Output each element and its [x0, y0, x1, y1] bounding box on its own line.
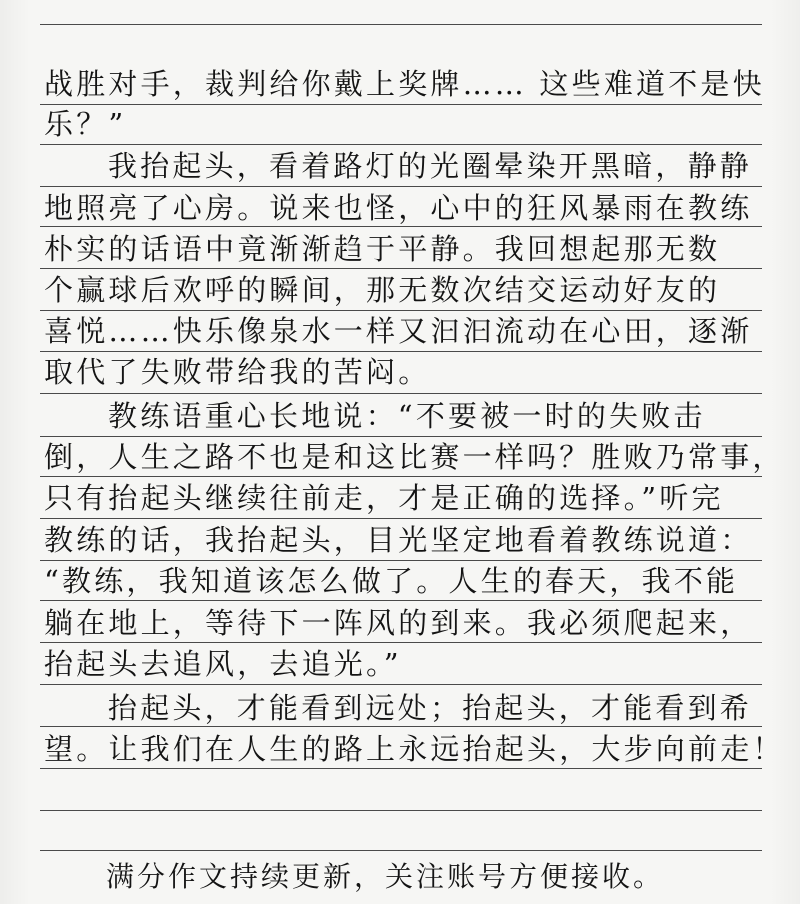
essay-line: 乐？”: [44, 107, 127, 141]
ruled-line: [40, 476, 762, 477]
ruled-line: [40, 600, 762, 601]
ruled-line: [40, 24, 762, 25]
footer-note: 满分作文持续更新，关注账号方便接收。: [106, 860, 665, 893]
essay-line: 地照亮了心房。说来也怪，心中的狂风暴雨在教练: [44, 191, 753, 225]
ruled-line: [40, 393, 762, 394]
ruled-line: [40, 436, 762, 437]
ruled-line: [40, 104, 762, 105]
essay-line: 喜悦……快乐像泉水一样又汩汩流动在心田，逐渐: [44, 314, 753, 348]
essay-line: 朴实的话语中竟渐渐趋于平静。我回想起那无数: [44, 232, 721, 266]
ruled-line: [40, 850, 762, 851]
ruled-line: [40, 310, 762, 311]
ruled-line: [40, 351, 762, 352]
ruled-line: [40, 810, 762, 811]
ruled-line: [40, 226, 762, 227]
essay-line: 教练的话，我抬起头，目光坚定地看着教练说道：: [44, 523, 753, 557]
ruled-line: [40, 518, 762, 519]
essay-line: 只有抬起头继续往前走，才是正确的选择。”听完: [44, 481, 724, 515]
essay-line: 取代了失败带给我的苦闷。: [44, 355, 431, 389]
essay-line: 抬起头去追风，去追光。”: [44, 647, 402, 681]
essay-line: 个赢球后欢呼的瞬间，那无数次结交运动好友的: [44, 273, 721, 307]
essay-line: 战胜对手，裁判给你戴上奖牌…… 这些难道不是快: [44, 67, 765, 101]
ruled-line: [40, 144, 762, 145]
ruled-line: [40, 642, 762, 643]
ruled-line: [40, 560, 762, 561]
ruled-line: [40, 726, 762, 727]
ruled-line: [40, 268, 762, 269]
ruled-line: [40, 768, 762, 769]
essay-line: 教练语重心长地说：“不要被一时的失败击: [108, 399, 706, 433]
essay-line: “教练，我知道该怎么做了。人生的春天，我不能: [44, 564, 739, 598]
essay-line: 望。让我们在人生的路上永远抬起头，大步向前走！: [44, 732, 785, 766]
essay-line: 抬起头，才能看到远处；抬起头，才能看到希: [108, 691, 753, 725]
ruled-line: [40, 684, 762, 685]
essay-line: 倒，人生之路不也是和这比赛一样吗？胜败乃常事，: [44, 440, 785, 474]
ruled-line: [40, 186, 762, 187]
essay-line: 我抬起头，看着路灯的光圈晕染开黑暗，静静: [108, 149, 753, 183]
essay-line: 躺在地上，等待下一阵风的到来。我必须爬起来，: [44, 606, 753, 640]
